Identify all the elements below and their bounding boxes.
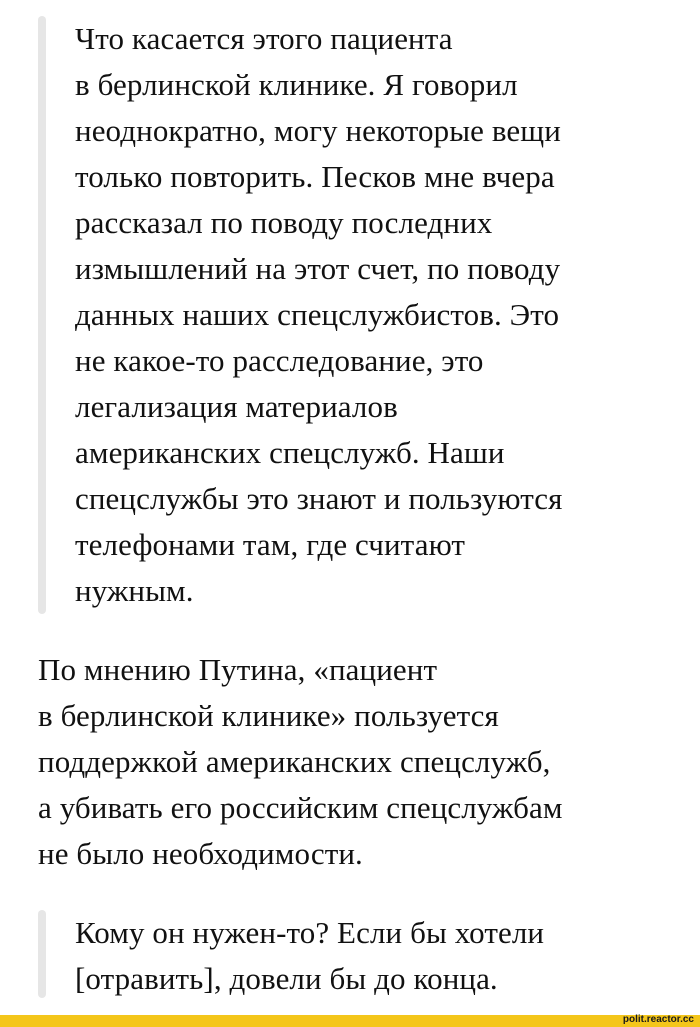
- quote-text: [75, 910, 544, 1002]
- blockquote-poisoning-remark: [38, 910, 678, 998]
- quote-bar: [38, 16, 46, 614]
- quote-line: в берлинской клинике. Я говорил: [75, 67, 518, 102]
- quote-line: неоднократно, могу некоторые вещи: [75, 113, 561, 148]
- quote-line: данных наших спецслужбистов. Это: [75, 297, 560, 332]
- paragraph-line: По мнению Путина, «пациент: [38, 652, 438, 687]
- paragraph-line: поддержкой американских спецслужб,: [38, 744, 551, 779]
- site-watermark: polit.reactor.cc: [622, 1014, 694, 1025]
- quote-line: телефонами там, где считают: [75, 527, 466, 562]
- blockquote-putin-statement: [38, 16, 678, 614]
- quote-line: не какое-то расследование, это: [75, 343, 484, 378]
- quote-line: нужным.: [75, 573, 194, 608]
- quote-line: Что касается этого пациента: [75, 21, 453, 56]
- quote-line: только повторить. Песков мне вчера: [75, 159, 555, 194]
- quote-line: легализация материалов: [75, 389, 398, 424]
- paragraph-line: в берлинской клинике» пользуется: [38, 698, 499, 733]
- quote-text: [75, 16, 562, 614]
- paragraph-line: не было необходимости.: [38, 836, 363, 871]
- quote-line: измышлений на этот счет, по поводу: [75, 251, 561, 286]
- quote-line: американских спецслужб. Наши: [75, 435, 505, 470]
- quote-line: рассказал по поводу последних: [75, 205, 493, 240]
- quote-bar: [38, 910, 46, 998]
- quote-line: [отравить], довели бы до конца.: [75, 961, 498, 996]
- quote-line: спецслужбы это знают и пользуются: [75, 481, 563, 516]
- footer-bar: [0, 1015, 700, 1027]
- paragraph-line: а убивать его российским спецслужбам: [38, 790, 563, 825]
- quote-line: Кому он нужен-то? Если бы хотели: [75, 915, 545, 950]
- body-paragraph: [38, 647, 688, 877]
